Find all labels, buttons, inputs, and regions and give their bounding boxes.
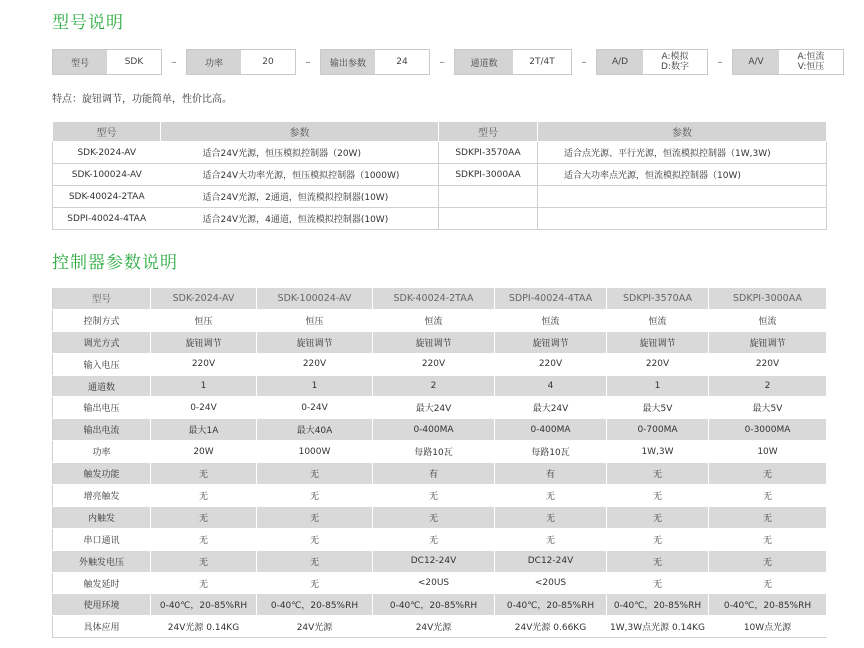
model-cell: SDKPI-3000AA bbox=[439, 164, 538, 186]
table-row bbox=[53, 550, 827, 572]
value-cell: 旋钮调节 bbox=[151, 331, 257, 353]
model-table-header bbox=[53, 122, 827, 142]
model-cell bbox=[439, 208, 538, 230]
section-title-params: 控制器参数说明 bbox=[52, 253, 178, 273]
table-row bbox=[53, 594, 827, 616]
row-label-cell: 触发功能 bbox=[53, 463, 151, 485]
value-cell: 最大24V bbox=[373, 397, 495, 419]
header-cell: SDK-2024-AV bbox=[151, 288, 257, 310]
row-label-cell: 外触发电压 bbox=[53, 550, 151, 572]
value-cell: 恒压 bbox=[151, 309, 257, 331]
value-cell: 无 bbox=[607, 485, 709, 507]
header-cell: SDK-40024-2TAA bbox=[373, 288, 495, 310]
param-cell: 适合24V光源，2通道，恒流模拟控制器(10W) bbox=[161, 186, 439, 208]
section-title-model: 型号说明 bbox=[52, 13, 124, 33]
table-row bbox=[53, 142, 827, 164]
table-row bbox=[53, 616, 827, 638]
model-cell: SDK-2024-AV bbox=[53, 142, 161, 164]
value-cell: 无 bbox=[607, 572, 709, 594]
value-cell: 4 bbox=[495, 375, 607, 397]
value-cell: 无 bbox=[257, 550, 373, 572]
row-label-cell: 具体应用 bbox=[53, 616, 151, 638]
code-value: 24 bbox=[375, 50, 429, 74]
row-label-cell: 输出电流 bbox=[53, 419, 151, 441]
value-cell: 无 bbox=[709, 463, 827, 485]
value-cell: 24V光源 bbox=[373, 616, 495, 638]
table-row bbox=[53, 572, 827, 594]
value-cell: 无 bbox=[257, 485, 373, 507]
params-table-header bbox=[53, 288, 827, 310]
param-cell bbox=[538, 208, 827, 230]
model-cell: SDPI-40024-4TAA bbox=[53, 208, 161, 230]
value-cell: 220V bbox=[495, 353, 607, 375]
value-cell: 220V bbox=[257, 353, 373, 375]
code-seg-ad bbox=[596, 49, 708, 75]
row-label-cell: 使用环境 bbox=[53, 594, 151, 616]
value-cell: 无 bbox=[257, 506, 373, 528]
param-cell bbox=[538, 186, 827, 208]
value-cell: 恒流 bbox=[495, 309, 607, 331]
value-cell: 220V bbox=[373, 353, 495, 375]
value-cell: <20US bbox=[373, 572, 495, 594]
value-cell: 无 bbox=[151, 528, 257, 550]
value-cell: 0-3000MA bbox=[709, 419, 827, 441]
value-cell: 0-40℃，20-85%RH bbox=[495, 594, 607, 616]
row-label-cell: 增亮触发 bbox=[53, 485, 151, 507]
value-cell: 最大40A bbox=[257, 419, 373, 441]
header-cell: SDKPI-3570AA bbox=[607, 288, 709, 310]
value-cell: 无 bbox=[151, 550, 257, 572]
value-cell: 20W bbox=[151, 441, 257, 463]
value-cell: 24V光源 bbox=[257, 616, 373, 638]
value-cell: 24V光源 0.14KG bbox=[151, 616, 257, 638]
table-row bbox=[53, 309, 827, 331]
table-row bbox=[53, 164, 827, 186]
code-dash: – bbox=[439, 56, 445, 68]
value-cell: 1000W bbox=[257, 441, 373, 463]
value-cell: 每路10瓦 bbox=[373, 441, 495, 463]
param-cell: 适合24V大功率光源，恒压模拟控制器（1000W) bbox=[161, 164, 439, 186]
value-cell: 0-40℃，20-85%RH bbox=[373, 594, 495, 616]
value-cell: 恒流 bbox=[709, 309, 827, 331]
value-cell: 0-400MA bbox=[495, 419, 607, 441]
value-cell: 0-24V bbox=[257, 397, 373, 419]
code-key: A/V bbox=[733, 50, 779, 74]
row-label-cell: 功率 bbox=[53, 441, 151, 463]
value-cell: 恒流 bbox=[607, 309, 709, 331]
table-row bbox=[53, 528, 827, 550]
row-label-cell: 内触发 bbox=[53, 506, 151, 528]
value-cell: 无 bbox=[151, 485, 257, 507]
param-cell: 适合24V光源，4通道，恒流模拟控制器(10W) bbox=[161, 208, 439, 230]
value-cell: DC12-24V bbox=[495, 550, 607, 572]
table-row bbox=[53, 441, 827, 463]
value-cell: 1W,3W点光源 0.14KG bbox=[607, 616, 709, 638]
row-label-cell: 输出电压 bbox=[53, 397, 151, 419]
code-value: SDK bbox=[107, 50, 161, 74]
code-value-line: D:数字 bbox=[661, 62, 689, 72]
value-cell: 无 bbox=[709, 485, 827, 507]
header-cell: SDK-100024-AV bbox=[257, 288, 373, 310]
value-cell: 最大5V bbox=[709, 397, 827, 419]
value-cell: 1 bbox=[257, 375, 373, 397]
value-cell: 每路10瓦 bbox=[495, 441, 607, 463]
value-cell: 旋钮调节 bbox=[257, 331, 373, 353]
table-row bbox=[53, 331, 827, 353]
value-cell: 无 bbox=[151, 572, 257, 594]
row-label-cell: 调光方式 bbox=[53, 331, 151, 353]
code-value bbox=[779, 50, 843, 74]
value-cell: 无 bbox=[257, 572, 373, 594]
value-cell: 24V光源 0.66KG bbox=[495, 616, 607, 638]
param-cell: 适合24V光源，恒压模拟控制器（20W) bbox=[161, 142, 439, 164]
code-dash: – bbox=[581, 56, 587, 68]
value-cell: 无 bbox=[495, 485, 607, 507]
value-cell: 220V bbox=[709, 353, 827, 375]
value-cell: 无 bbox=[607, 463, 709, 485]
header-cell: 参数 bbox=[161, 122, 439, 142]
table-row bbox=[53, 463, 827, 485]
header-cell: SDKPI-3000AA bbox=[709, 288, 827, 310]
value-cell: 0-40℃，20-85%RH bbox=[709, 594, 827, 616]
code-value-line: V:恒压 bbox=[797, 62, 825, 72]
value-cell: 旋钮调节 bbox=[607, 331, 709, 353]
code-key: 输出参数 bbox=[321, 50, 375, 74]
value-cell: 1 bbox=[607, 375, 709, 397]
code-key: 功率 bbox=[187, 50, 241, 74]
header-cell: 型号 bbox=[53, 122, 161, 142]
code-value bbox=[643, 50, 707, 74]
value-cell: 无 bbox=[607, 528, 709, 550]
model-cell: SDK-40024-2TAA bbox=[53, 186, 161, 208]
value-cell: 有 bbox=[373, 463, 495, 485]
table-row bbox=[53, 375, 827, 397]
value-cell: 无 bbox=[151, 506, 257, 528]
feature-text: 特点：旋钮调节，功能简单，性价比高。 bbox=[52, 94, 232, 105]
model-table bbox=[52, 121, 827, 230]
value-cell: 无 bbox=[495, 528, 607, 550]
code-seg-power bbox=[186, 49, 296, 75]
value-cell: 最大24V bbox=[495, 397, 607, 419]
code-seg-channels bbox=[454, 49, 572, 75]
table-row bbox=[53, 485, 827, 507]
value-cell: 旋钮调节 bbox=[373, 331, 495, 353]
table-row bbox=[53, 397, 827, 419]
code-seg-output bbox=[320, 49, 430, 75]
code-dash: – bbox=[171, 56, 177, 68]
value-cell: 无 bbox=[709, 528, 827, 550]
row-label-cell: 输入电压 bbox=[53, 353, 151, 375]
value-cell: 无 bbox=[373, 485, 495, 507]
value-cell: 2 bbox=[373, 375, 495, 397]
table-row bbox=[53, 186, 827, 208]
value-cell: 有 bbox=[495, 463, 607, 485]
param-cell: 适合点光源、平行光源，恒流模拟控制器（1W,3W) bbox=[538, 142, 827, 164]
value-cell: 最大5V bbox=[607, 397, 709, 419]
value-cell: 1 bbox=[151, 375, 257, 397]
value-cell: DC12-24V bbox=[373, 550, 495, 572]
value-cell: 恒压 bbox=[257, 309, 373, 331]
code-seg-model bbox=[52, 49, 162, 75]
value-cell: 无 bbox=[373, 506, 495, 528]
code-value-line: A:恒流 bbox=[797, 52, 825, 62]
value-cell: 0-40℃，20-85%RH bbox=[151, 594, 257, 616]
header-cell: 参数 bbox=[538, 122, 827, 142]
value-cell: 220V bbox=[151, 353, 257, 375]
code-value: 2T/4T bbox=[513, 50, 571, 74]
value-cell: 无 bbox=[607, 506, 709, 528]
value-cell: 旋钮调节 bbox=[709, 331, 827, 353]
model-cell: SDK-100024-AV bbox=[53, 164, 161, 186]
value-cell: 无 bbox=[709, 572, 827, 594]
row-label-cell: 通道数 bbox=[53, 375, 151, 397]
value-cell: 2 bbox=[709, 375, 827, 397]
value-cell: 无 bbox=[151, 463, 257, 485]
value-cell: 0-700MA bbox=[607, 419, 709, 441]
value-cell: 10W点光源 bbox=[709, 616, 827, 638]
value-cell: 无 bbox=[709, 506, 827, 528]
table-row bbox=[53, 353, 827, 375]
row-label-cell: 触发延时 bbox=[53, 572, 151, 594]
value-cell: 0-24V bbox=[151, 397, 257, 419]
code-value: 20 bbox=[241, 50, 295, 74]
value-cell: 无 bbox=[257, 528, 373, 550]
value-cell: 无 bbox=[495, 506, 607, 528]
value-cell: 最大1A bbox=[151, 419, 257, 441]
table-row bbox=[53, 208, 827, 230]
code-dash: – bbox=[717, 56, 723, 68]
value-cell: 0-400MA bbox=[373, 419, 495, 441]
header-cell: 型号 bbox=[439, 122, 538, 142]
value-cell: 1W,3W bbox=[607, 441, 709, 463]
value-cell: 0-40℃，20-85%RH bbox=[257, 594, 373, 616]
header-cell: SDPI-40024-4TAA bbox=[495, 288, 607, 310]
value-cell: 220V bbox=[607, 353, 709, 375]
model-code-row bbox=[52, 49, 844, 75]
value-cell: 0-40℃，20-85%RH bbox=[607, 594, 709, 616]
code-seg-av bbox=[732, 49, 844, 75]
value-cell: 无 bbox=[373, 528, 495, 550]
value-cell: 恒流 bbox=[373, 309, 495, 331]
param-cell: 适合大功率点光源，恒流模拟控制器（10W) bbox=[538, 164, 827, 186]
table-row bbox=[53, 506, 827, 528]
row-label-cell: 控制方式 bbox=[53, 309, 151, 331]
params-table bbox=[52, 287, 827, 638]
table-row bbox=[53, 419, 827, 441]
code-key: A/D bbox=[597, 50, 643, 74]
value-cell: 无 bbox=[607, 550, 709, 572]
code-key: 通道数 bbox=[455, 50, 513, 74]
header-cell: 型号 bbox=[53, 288, 151, 310]
value-cell: <20US bbox=[495, 572, 607, 594]
code-key: 型号 bbox=[53, 50, 107, 74]
code-value-line: A:模拟 bbox=[661, 52, 689, 62]
value-cell: 无 bbox=[257, 463, 373, 485]
row-label-cell: 串口通讯 bbox=[53, 528, 151, 550]
value-cell: 10W bbox=[709, 441, 827, 463]
value-cell: 旋钮调节 bbox=[495, 331, 607, 353]
value-cell: 无 bbox=[709, 550, 827, 572]
model-cell: SDKPI-3570AA bbox=[439, 142, 538, 164]
code-dash: – bbox=[305, 56, 311, 68]
model-cell bbox=[439, 186, 538, 208]
